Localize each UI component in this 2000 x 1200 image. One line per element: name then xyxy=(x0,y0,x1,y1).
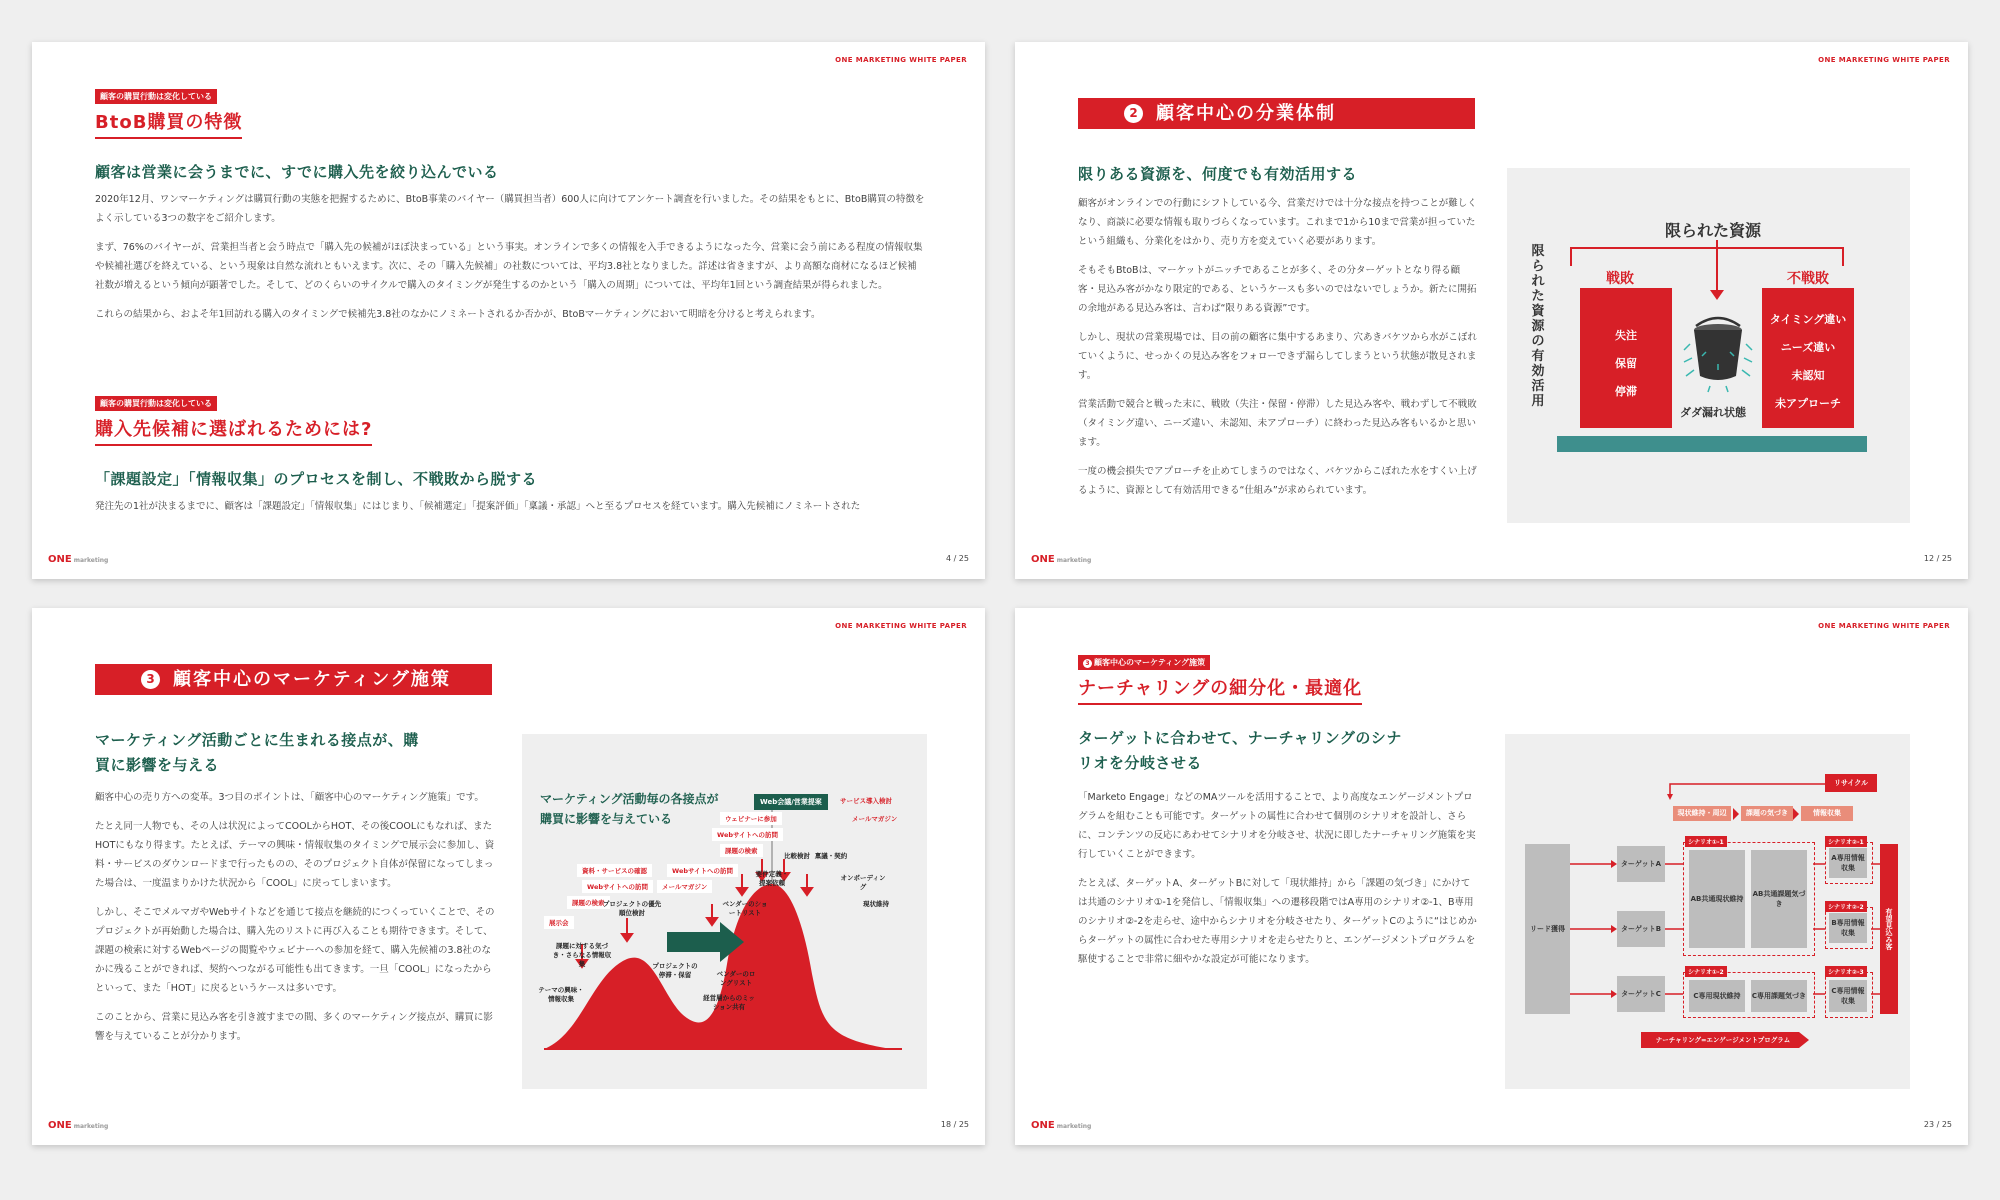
stage-label: 稟議・契約 xyxy=(814,852,848,860)
wave-diagram xyxy=(522,734,927,1089)
body-text xyxy=(1078,194,1478,510)
touchpoint-pill: 課題の検索 xyxy=(567,896,610,909)
section-title: ナーチャリングの細分化・最適化 xyxy=(1078,674,1362,705)
paragraph: 営業活動で競合と戦った末に、戦敗（失注・保留・停滞）した見込み客や、戦わずして不戦敗（タイミング違い、ニーズ違い、未認知、未アプローチ）に終わった見込み客もいるかと思います。 xyxy=(1078,399,1477,448)
touchpoint-pill: Webサイトへの訪問 xyxy=(582,880,653,893)
body-text xyxy=(95,788,495,1056)
heading: ターゲットに合わせて、ナーチャリングのシナリオを分岐させる xyxy=(1078,729,1402,772)
no-contest-item: ニーズ違い xyxy=(1780,341,1836,354)
stage-label: ベンダーのショートリスト xyxy=(722,900,768,917)
section-banner xyxy=(95,664,492,695)
header-label: ONE MARKETING WHITE PAPER xyxy=(835,622,967,630)
page-4 xyxy=(32,42,985,579)
scenario-tag: シナリオ①-2 xyxy=(1685,966,1727,977)
stage-label: 比較検討 xyxy=(784,852,810,860)
paragraph: 発注先の1社が決まるまでに、顧客は「課題設定」「情報収集」にはじまり、「候補選定」「提案評価」「稟議・承認」へと至るプロセスを経ています。購入先候補にノミネートされた xyxy=(95,501,861,512)
stage-label: 課題に対する気づき・さらなる情報収集 xyxy=(552,942,612,968)
page-12 xyxy=(1015,42,1968,579)
stage-label: ベンダーのロングリスト xyxy=(716,970,756,987)
right-note: メールマガジン xyxy=(852,815,898,823)
heading: 顧客は営業に会うまでに、すでに購入先を絞り込んでいる xyxy=(95,163,499,181)
lost-item: 失注 xyxy=(1615,329,1637,342)
target-box: ターゲットA xyxy=(1617,846,1665,882)
tray xyxy=(1557,436,1867,452)
touchpoint-pill: Webサイトへの訪問 xyxy=(712,828,783,841)
page-23 xyxy=(1015,608,1968,1145)
paragraph: たとえ同一人物でも、その人は状況によってCOOLからHOT、その後COOLにもなれば、またHOTにもなり得ます。たとえば、テーマの興味・情報収集のタイミングで展示会に参加し、資料・サービスのダウンロードまで行ったものの、そのプロジェクト自体が保留になってしまった場合は、一度温まりかけた状況から「COOL」に戻ってしまいます。 xyxy=(95,821,495,889)
paragraph: 顧客がオンラインでの行動にシフトしている今、営業だけでは十分な接点を持つことが難しくなり、商談に必要な情報も取りづらくなっています。これまで1から10まで営業が担っていたという組織も、分業化をはかり、売り方を変えていく必要があります。 xyxy=(1078,198,1477,247)
prospect-box: 有望見込み客 xyxy=(1880,844,1898,1014)
page-number: 4 / 25 xyxy=(945,554,969,563)
stage-box: 課題の気づき xyxy=(1741,806,1793,821)
logo: ONE marketing xyxy=(1031,1120,1092,1131)
stage-label: 現状維持 xyxy=(863,900,889,908)
paragraph: まず、76%のバイヤーが、営業担当者と会う時点で「購入先の候補がほぼ決まっている」という事実。オンラインで多くの情報を入手できるようになった今、営業に会う前にある程度の情報収集や候補社選びを終えている、という現象は自然な流れともいえます。次に、その「購入先候補」の社数については、平均3.8社となりました。詳述は省きますが、より高額な商材になるほど候補社数が増えるという傾向が顕著でした。そして、どのくらいのサイクルで購入のタイミングが発生するのかという「購入の周期」については、平均年1回という調査結果が得られました。 xyxy=(95,242,923,291)
paragraph: このことから、営業に見込み客を引き渡すまでの間、多くのマーケティング接点が、購買に影響を与えていることが分かります。 xyxy=(95,1012,493,1042)
logo: ONE marketing xyxy=(48,1120,109,1131)
stage-label: テーマの興味・情報収集 xyxy=(538,986,584,1003)
meeting-pill: Web会議/営業提案 xyxy=(754,794,828,810)
page-number: 23 / 25 xyxy=(1923,1120,1952,1129)
touchpoint-pill: Webサイトへの訪問 xyxy=(667,864,738,877)
scenario-box: C専用現状維持 xyxy=(1689,980,1745,1012)
section-number: 2 xyxy=(1124,104,1143,123)
scenario-tag: シナリオ②-1 xyxy=(1825,836,1867,847)
right-note: サービス導入検討 xyxy=(840,797,892,805)
paragraph: 一度の機会損失でアプローチを止めてしまうのではなく、バケツからこぼれた水をすくい上げるように、資源として有効活用できる“仕組み”が求められています。 xyxy=(1078,466,1477,496)
diagram-title: 限られた資源 xyxy=(1665,221,1762,240)
section-tag xyxy=(1078,655,1210,670)
recycle-box: リサイクル xyxy=(1825,774,1877,792)
scenario-tag: シナリオ②-3 xyxy=(1825,966,1867,977)
diagram-vertical-label: 限られた資源の有効活用 xyxy=(1531,244,1545,409)
paragraph: これらの結果から、およそ年1回訪れる購入のタイミングで候補先3.8社のなかにノミネートされるか否かが、BtoBマーケティングにおいて明暗を分けると考えられます。 xyxy=(95,309,821,320)
nurturing-diagram xyxy=(1505,734,1910,1089)
stage-label: 要件定義・提案依頼 xyxy=(755,870,789,887)
bucket-diagram xyxy=(1507,168,1910,523)
paragraph: 顧客中心の売り方への変革。3つ目のポイントは、「顧客中心のマーケティング施策」です。 xyxy=(95,792,484,803)
touchpoint-pill: ウェビナーに参加 xyxy=(720,812,782,825)
page-number: 18 / 25 xyxy=(940,1120,969,1129)
stage-label: プロジェクトの優先順位検討 xyxy=(602,900,662,917)
banner-text: 顧客中心の分業体制 xyxy=(1156,103,1336,124)
no-contest-heading: 不戦敗 xyxy=(1787,271,1829,287)
scenario-box: AB共通課題気づき xyxy=(1751,850,1807,948)
paragraph: たとえば、ターゲットA、ターゲットBに対して「現状維持」から「課題の気づき」にかけては共通のシナリオ①-1を発信し、「情報収集」への遷移段階ではA専用のシナリオ②-1、B専用のシナリオ②-2を走らせ、途中からシナリオを分岐させたり、ターゲットCのように“はじめからターゲットの属性に合わせた専用シナリオを走らせたりと、エンゲージメントプログラムを駆使することで非常に細やかな設定が可能になります。 xyxy=(1078,878,1477,965)
touchpoint-pill: メールマガジン xyxy=(657,880,712,893)
paragraph: しかし、現状の営業現場では、目の前の顧客に集中するあまり、穴あきバケツから水がこぼれていくように、せっかくの見込み客をフォローできず漏らしてしまうという状態が散見されます。 xyxy=(1078,332,1477,381)
paragraph: 2020年12月、ワンマーケティングは購買行動の実態を把握するために、BtoB事業のバイヤー（購買担当者）600人に向けてアンケート調査を行いました。その結果をもとに、BtoB購買の特徴をよく示している3つの数字をご紹介します。 xyxy=(95,194,925,224)
diagram-title: マーケティング活動毎の各接点が購買に影響を与えている xyxy=(540,792,719,826)
paragraph: 「Marketo Engage」などのMAツールを活用することで、より高度なエンゲージメントプログラムを組むことも可能です。ターゲットの属性に合わせて個別のシナリオを設計し、さらに、コンテンツの反応にあわせてシナリオを分岐させ、状況に即したナーチャリング施策を実行していくことができます。 xyxy=(1078,792,1476,860)
logo: ONE marketing xyxy=(48,554,109,565)
no-contest-item: 未アプローチ xyxy=(1775,397,1841,410)
no-contest-item: タイミング違い xyxy=(1769,313,1847,326)
no-contest-item: 未認知 xyxy=(1791,369,1825,382)
stage-box: 情報収集 xyxy=(1801,806,1853,821)
stage-label: 経営層からのミッション共有 xyxy=(703,994,755,1011)
scenario-box: C専用情報収集 xyxy=(1829,980,1867,1012)
touchpoint-pill: 展示会 xyxy=(544,916,574,929)
no-contest-box xyxy=(1762,288,1854,428)
scenario-box: A専用情報収集 xyxy=(1829,848,1867,878)
lost-deal-box xyxy=(1580,288,1672,428)
target-box: ターゲットC xyxy=(1617,976,1665,1012)
tag-number: 3 xyxy=(1083,659,1092,668)
scenario-box: C専用課題気づき xyxy=(1751,980,1807,1012)
section-tag: 顧客の購買行動は変化している xyxy=(95,396,217,411)
lost-deal-heading: 戦敗 xyxy=(1606,271,1634,287)
section-number: 3 xyxy=(141,670,160,689)
lost-item: 停滞 xyxy=(1615,385,1637,398)
stage-box: 現状維持・周辺 xyxy=(1673,806,1731,821)
heading: 「課題設定」「情報収集」のプロセスを制し、不戦敗から脱する xyxy=(95,470,538,488)
target-box: ターゲットB xyxy=(1617,911,1665,947)
logo: ONE marketing xyxy=(1031,554,1092,565)
header-label: ONE MARKETING WHITE PAPER xyxy=(835,56,967,64)
paragraph: しかし、そこでメルマガやWebサイトなどを通じて接点を継続的につくっていくことで、そのプロジェクトが再始動した場合は、購入先のリストに再び入ることも期待できます。そして、課題の検索に対するWebページの閲覧やウェビナーへの参加を経て、購入先候補の3.8社のなかに残ることができれば、契約へつながる可能性も出てきます。一旦「COOL」になったからといって、また「HOT」に戻るというケースは多いです。 xyxy=(95,907,495,994)
program-label: ナーチャリング=エンゲージメントプログラム xyxy=(1655,1036,1791,1044)
stage-label: プロジェクトの停滞・保留 xyxy=(652,962,698,979)
section-title: BtoB購買の特徴 xyxy=(95,108,242,139)
section-banner xyxy=(1078,98,1475,129)
paragraph: そもそもBtoBは、マーケットがニッチであることが多く、その分ターゲットとなり得る顧客・見込み客がかなり限定的である、というケースも多いのではないでしょうか。新たに開拓の余地がある見込み客は、言わば“限りある資源”です。 xyxy=(1078,265,1477,314)
touchpoint-pill: 課題の検索 xyxy=(720,844,763,857)
banner-text: 顧客中心のマーケティング施策 xyxy=(173,669,451,690)
lost-item: 保留 xyxy=(1615,357,1637,370)
header-label: ONE MARKETING WHITE PAPER xyxy=(1818,56,1950,64)
scenario-box: AB共通現状維持 xyxy=(1689,850,1745,948)
heading: 限りある資源を、何度でも有効活用する xyxy=(1078,165,1358,183)
scenario-box: B専用情報収集 xyxy=(1829,913,1867,943)
touchpoint-pill: 資料・サービスの確認 xyxy=(577,864,652,877)
page-number: 12 / 25 xyxy=(1923,554,1952,563)
leak-caption: ダダ漏れ状態 xyxy=(1680,406,1746,419)
body-text xyxy=(95,190,925,334)
tag-text: 顧客中心のマーケティング施策 xyxy=(1094,658,1206,667)
leaky-bucket-icon xyxy=(1682,306,1754,394)
body-text xyxy=(1078,788,1478,979)
section-tag: 顧客の購買行動は変化している xyxy=(95,89,217,104)
stage-label: オンボーディング xyxy=(840,874,886,891)
scenario-tag: シナリオ①-1 xyxy=(1685,836,1727,847)
section-title: 購入先候補に選ばれるためには? xyxy=(95,415,372,446)
heading: マーケティング活動ごとに生まれる接点が、購買に影響を与える xyxy=(95,731,419,774)
scenario-tag: シナリオ②-2 xyxy=(1825,901,1867,912)
page-18 xyxy=(32,608,985,1145)
header-label: ONE MARKETING WHITE PAPER xyxy=(1818,622,1950,630)
lead-box: リード獲得 xyxy=(1525,844,1570,1014)
